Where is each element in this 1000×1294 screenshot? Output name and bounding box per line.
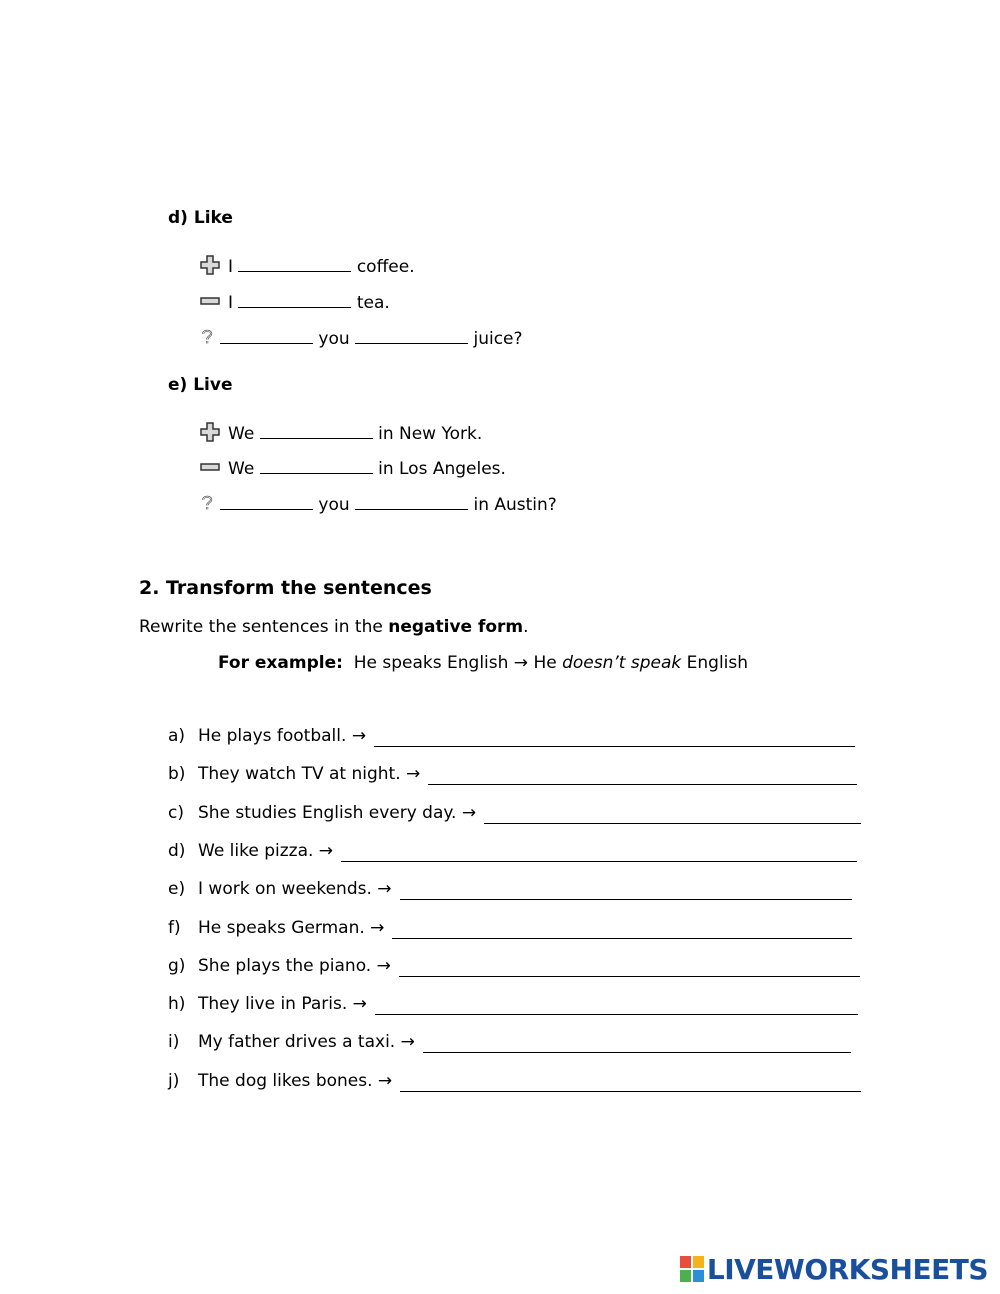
section-d-question: you juice? [200, 327, 523, 349]
item-letter: a) [168, 726, 186, 746]
item-letter: h) [168, 994, 186, 1014]
blank[interactable] [355, 494, 468, 510]
minus-icon [200, 457, 220, 477]
plus-icon [200, 422, 220, 442]
answer-blank[interactable] [484, 822, 861, 824]
item-letter: j) [168, 1071, 180, 1091]
example-line: For example: He speaks English → He doesn’t speak English [218, 653, 749, 673]
item-letter: e) [168, 879, 186, 899]
question-icon [200, 327, 216, 347]
item-sentence: The dog likes bones. → [198, 1071, 393, 1091]
blank[interactable] [260, 423, 373, 439]
answer-blank[interactable] [400, 1090, 861, 1092]
blank[interactable] [220, 328, 313, 344]
section-d-negative: I tea. [200, 291, 390, 313]
exercise-item-d [168, 841, 333, 861]
item-letter: c) [168, 803, 184, 823]
item-sentence: She plays the piano. → [198, 956, 391, 976]
item-sentence: They watch TV at night. → [198, 764, 421, 784]
item-letter: d) [168, 841, 186, 861]
answer-blank[interactable] [392, 937, 852, 939]
blank[interactable] [260, 458, 373, 474]
section-e-title: e) Live [168, 375, 233, 395]
blank[interactable] [238, 256, 351, 272]
item-sentence: They live in Paris. → [198, 994, 367, 1014]
item-letter: f) [168, 918, 181, 938]
blank[interactable] [238, 292, 351, 308]
exercise-item-e [168, 879, 392, 899]
item-letter: g) [168, 956, 186, 976]
item-sentence: He speaks German. → [198, 918, 385, 938]
exercise-item-b [168, 764, 420, 784]
answer-blank[interactable] [399, 975, 860, 977]
exercise-2-instruction: Rewrite the sentences in the negative form. [139, 617, 529, 637]
answer-blank[interactable] [374, 745, 855, 747]
plus-icon [200, 255, 220, 275]
item-sentence: He plays football. → [198, 726, 367, 746]
exercise-item-g [168, 956, 391, 976]
exercise-item-c [168, 803, 476, 823]
exercise-item-f [168, 918, 384, 938]
item-letter: b) [168, 764, 186, 784]
item-sentence: She studies English every day. → [198, 803, 477, 823]
question-icon [200, 493, 216, 513]
logo-text: LIVEWORKSHEETS [706, 1252, 988, 1286]
blank[interactable] [355, 328, 468, 344]
answer-blank[interactable] [400, 898, 852, 900]
item-sentence: My father drives a taxi. → [198, 1032, 415, 1052]
item-letter: i) [168, 1032, 180, 1052]
answer-blank[interactable] [375, 1013, 858, 1015]
exercise-item-h [168, 994, 367, 1014]
exercise-item-j [168, 1071, 392, 1091]
section-d-title: d) Like [168, 208, 233, 228]
exercise-item-i [168, 1032, 415, 1052]
item-sentence: I work on weekends. → [198, 879, 392, 899]
section-d-positive: I coffee. [200, 255, 415, 277]
item-sentence: We like pizza. → [198, 841, 334, 861]
minus-icon [200, 291, 220, 311]
answer-blank[interactable] [428, 783, 857, 785]
exercise-2-title: 2. Transform the sentences [139, 577, 432, 599]
section-e-positive: We in New York. [200, 422, 482, 444]
exercise-item-a [168, 726, 366, 746]
answer-blank[interactable] [423, 1051, 851, 1053]
blank[interactable] [220, 494, 313, 510]
liveworksheets-logo [680, 1252, 988, 1286]
answer-blank[interactable] [341, 860, 857, 862]
logo-icon [680, 1256, 704, 1282]
section-e-question: you in Austin? [200, 493, 557, 515]
section-e-negative: We in Los Angeles. [200, 457, 506, 479]
